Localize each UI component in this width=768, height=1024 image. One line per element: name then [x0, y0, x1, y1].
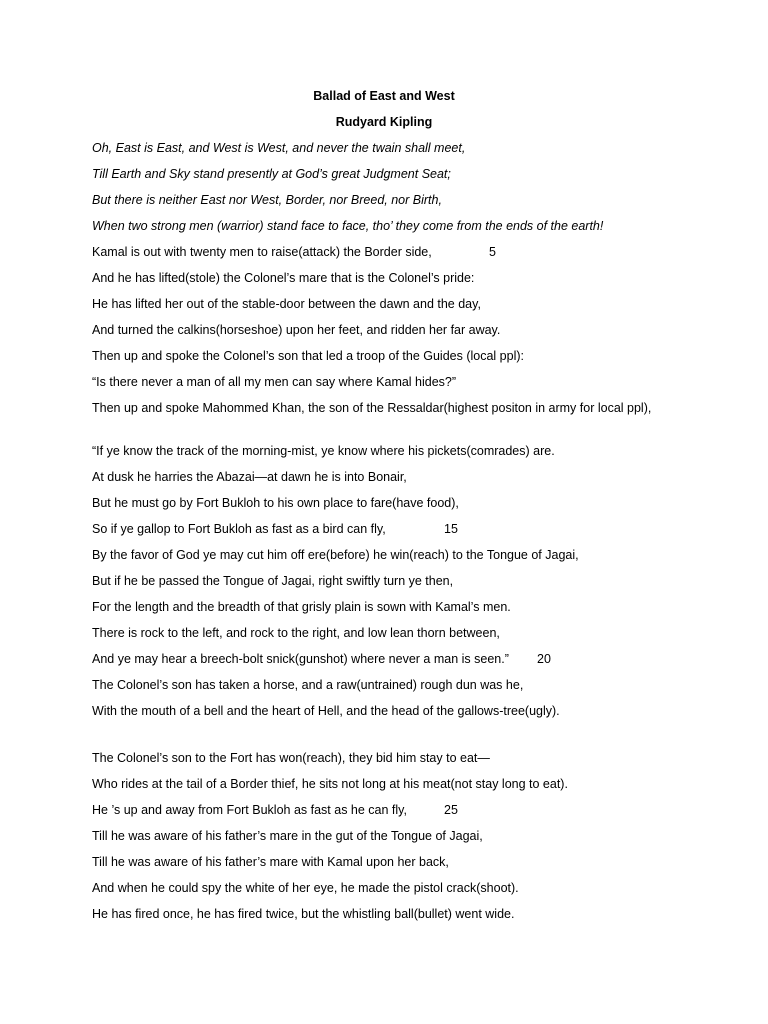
poem-line-text: But he must go by Fort Bukloh to his own place to fare(have food), [92, 496, 459, 510]
poem-line [92, 469, 407, 485]
poem-line [92, 802, 407, 818]
poem-line [92, 521, 386, 537]
poem-line-text: He has fired once, he has fired twice, but the whistling ball(bullet) went wide. [92, 907, 515, 921]
poem-line [92, 495, 459, 511]
line-number: 5 [489, 245, 496, 259]
poem-line-text: But if he be passed the Tongue of Jagai, right swiftly turn ye then, [92, 574, 454, 588]
poem-line [92, 776, 568, 792]
poem-line-text: Who rides at the tail of a Border thief, he sits not long at his meat(not stay long to eat). [92, 777, 568, 791]
line-number: 25 [444, 803, 458, 817]
poem-line-text: The Colonel’s son has taken a horse, and a raw(untrained) rough dun was he, [92, 678, 524, 692]
poem-line-text: He ’s up and away from Fort Bukloh as fast as he can fly, [92, 803, 407, 817]
poem-line [92, 296, 481, 312]
poem-line [92, 828, 483, 844]
poem-line [92, 599, 511, 615]
poem-line-text: Till Earth and Sky stand presently at God’s great Judgment Seat; [92, 167, 451, 181]
poem-line-text: By the favor of God ye may cut him off ere(before) he win(reach) to the Tongue of Jagai, [92, 548, 579, 562]
poem-line-text: For the length and the breadth of that grisly plain is sown with Kamal’s men. [92, 600, 511, 614]
poem-line-text: Then up and spoke Mahommed Khan, the son of the Ressaldar(highest positon in army for local ppl), [92, 401, 652, 415]
poem-line-text: Till he was aware of his father’s mare in the gut of the Tongue of Jagai, [92, 829, 483, 843]
poem-line [92, 244, 432, 260]
line-number: 20 [537, 652, 551, 666]
poem-line-text: So if ye gallop to Fort Bukloh as fast as a bird can fly, [92, 522, 386, 536]
document-title: Ballad of East and West [313, 89, 455, 103]
poem-line [92, 192, 442, 208]
poem-line [92, 854, 449, 870]
poem-line-text: “If ye know the track of the morning-mist, ye know where his pickets(comrades) are. [92, 444, 555, 458]
poem-line-text: Oh, East is East, and West is West, and never the twain shall meet, [92, 141, 466, 155]
poem-line-text: And he has lifted(stole) the Colonel’s mare that is the Colonel’s pride: [92, 271, 475, 285]
poem-line-text: The Colonel’s son to the Fort has won(reach), they bid him stay to eat— [92, 751, 490, 765]
poem-line [92, 322, 500, 338]
poem-line [92, 651, 509, 667]
poem-line [92, 750, 490, 766]
poem-line [92, 374, 456, 390]
poem-line-text: And ye may hear a breech-bolt snick(gunshot) where never a man is seen.” [92, 652, 509, 666]
document-author: Rudyard Kipling [335, 115, 433, 129]
poem-line [92, 166, 451, 182]
poem-line-text: And turned the calkins(horseshoe) upon her feet, and ridden her far away. [92, 323, 501, 337]
poem-line-text: When two strong men (warrior) stand face to face, tho’ they come from the ends of the earth! [92, 219, 604, 233]
poem-line-text: Till he was aware of his father’s mare with Kamal upon her back, [92, 855, 449, 869]
poem-line-text: There is rock to the left, and rock to the right, and low lean thorn between, [92, 626, 500, 640]
poem-line [92, 400, 651, 416]
poem-line-text: At dusk he harries the Abazai—at dawn he is into Bonair, [92, 470, 407, 484]
poem-line [92, 443, 555, 459]
poem-line [92, 270, 474, 286]
poem-line-text: Then up and spoke the Colonel’s son that led a troop of the Guides (local ppl): [92, 349, 524, 363]
poem-line [92, 547, 579, 563]
poem-line [92, 703, 560, 719]
poem-line [92, 348, 524, 364]
poem-line [92, 625, 500, 641]
poem-line [92, 880, 519, 896]
poem-line-text: But there is neither East nor West, Border, nor Breed, nor Birth, [92, 193, 442, 207]
poem-line [92, 218, 603, 234]
poem-line [92, 906, 514, 922]
poem-line-text: He has lifted her out of the stable-door between the dawn and the day, [92, 297, 481, 311]
poem-line [92, 573, 453, 589]
poem-line [92, 677, 523, 693]
poem-line-text: And when he could spy the white of her eye, he made the pistol crack(shoot). [92, 881, 519, 895]
poem-line-text: Kamal is out with twenty men to raise(attack) the Border side, [92, 245, 432, 259]
poem-line [92, 140, 465, 156]
poem-line-text: “Is there never a man of all my men can say where Kamal hides?” [92, 375, 457, 389]
poem-line-text: With the mouth of a bell and the heart of Hell, and the head of the gallows-tree(ugly). [92, 704, 560, 718]
line-number: 15 [444, 522, 458, 536]
